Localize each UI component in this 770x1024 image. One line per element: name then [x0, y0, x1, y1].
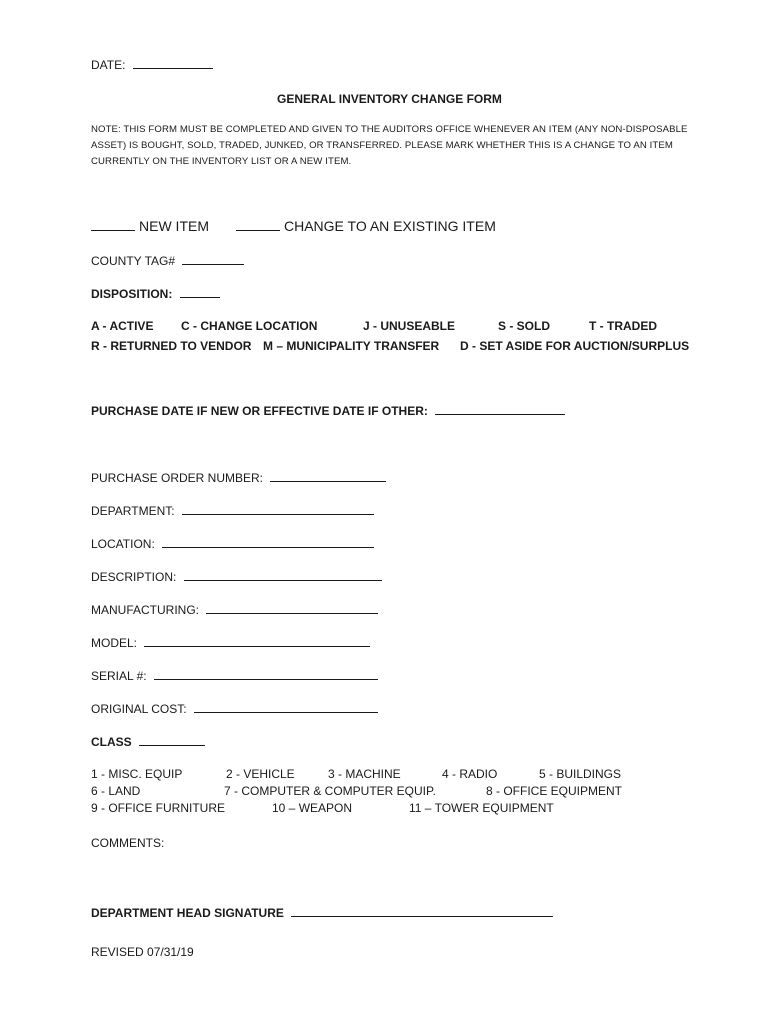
date-blank[interactable]	[133, 67, 213, 69]
model-field[interactable]	[91, 636, 370, 650]
class-option-2: 2 - VEHICLE	[226, 767, 295, 781]
serial-label: SERIAL #:	[91, 669, 147, 683]
class-blank[interactable]	[139, 744, 205, 746]
new-item-label: NEW ITEM	[139, 218, 209, 234]
disposition-option-a: A - ACTIVE	[91, 319, 154, 333]
disposition-option-j: J - UNUSEABLE	[363, 319, 456, 333]
form-title: GENERAL INVENTORY CHANGE FORM	[277, 92, 502, 106]
serial-blank[interactable]	[154, 678, 378, 680]
county-tag-blank[interactable]	[182, 263, 244, 265]
class-option-6: 6 - LAND	[91, 784, 141, 798]
description-field[interactable]	[91, 570, 382, 584]
manufacturing-field[interactable]	[91, 603, 378, 617]
manufacturing-label: MANUFACTURING:	[91, 603, 199, 617]
change-item-blank[interactable]	[236, 229, 280, 231]
original-cost-blank[interactable]	[194, 711, 378, 713]
class-option-8: 8 - OFFICE EQUIPMENT	[486, 784, 623, 798]
disposition-label: DISPOSITION:	[91, 287, 173, 301]
date-label: DATE:	[91, 58, 126, 72]
signature-field[interactable]	[91, 906, 553, 920]
location-blank[interactable]	[162, 546, 374, 548]
po-number-blank[interactable]	[270, 480, 386, 482]
disposition-field[interactable]	[91, 287, 220, 301]
county-tag-label: COUNTY TAG#	[91, 254, 176, 268]
county-tag-field[interactable]	[91, 254, 244, 268]
note-line-3: CURRENTLY ON THE INVENTORY LIST OR A NEW ITEM.	[91, 156, 352, 167]
model-blank[interactable]	[144, 645, 370, 647]
note-line-1: NOTE: THIS FORM MUST BE COMPLETED AND GIVEN TO THE AUDITORS OFFICE WHENEVER AN ITEM (ANY NON-DISPOSABLE	[91, 124, 688, 135]
description-label: DESCRIPTION:	[91, 570, 177, 584]
disposition-blank[interactable]	[180, 296, 220, 298]
class-field[interactable]	[91, 735, 205, 749]
class-option-1: 1 - MISC. EQUIP	[91, 767, 183, 781]
disposition-option-r: R - RETURNED TO VENDOR	[91, 339, 252, 353]
disposition-option-t: T - TRADED	[589, 319, 657, 333]
note-line-2: ASSET) IS BOUGHT, SOLD, TRADED, JUNKED, OR TRANSFERRED. PLEASE MARK WHETHER THIS IS A CHANGE TO AN ITEM	[91, 140, 673, 151]
original-cost-field[interactable]	[91, 702, 378, 716]
signature-blank[interactable]	[291, 915, 553, 917]
po-number-field[interactable]	[91, 471, 386, 485]
date-field[interactable]	[91, 58, 213, 72]
class-label: CLASS	[91, 735, 132, 749]
purchase-date-blank[interactable]	[435, 413, 565, 415]
location-label: LOCATION:	[91, 537, 155, 551]
new-item-blank[interactable]	[91, 229, 135, 231]
class-option-7: 7 - COMPUTER & COMPUTER EQUIP.	[224, 784, 436, 798]
class-option-11: 11 – TOWER EQUIPMENT	[409, 801, 554, 815]
disposition-option-s: S - SOLD	[498, 319, 551, 333]
purchase-date-label: PURCHASE DATE IF NEW OR EFFECTIVE DATE IF OTHER:	[91, 404, 428, 418]
location-field[interactable]	[91, 537, 374, 551]
comments-label: COMMENTS:	[91, 836, 165, 850]
model-label: MODEL:	[91, 636, 138, 650]
class-option-10: 10 – WEAPON	[272, 801, 353, 815]
description-blank[interactable]	[184, 579, 382, 581]
disposition-option-c: C - CHANGE LOCATION	[181, 319, 318, 333]
signature-label: DEPARTMENT HEAD SIGNATURE	[91, 906, 284, 920]
purchase-date-field[interactable]	[91, 404, 565, 418]
class-option-5: 5 - BUILDINGS	[539, 767, 622, 781]
department-field[interactable]	[91, 504, 374, 518]
new-item-option[interactable]	[91, 218, 209, 234]
manufacturing-blank[interactable]	[206, 612, 378, 614]
po-number-label: PURCHASE ORDER NUMBER:	[91, 471, 264, 485]
change-item-option[interactable]	[236, 218, 496, 234]
class-option-9: 9 - OFFICE FURNITURE	[91, 801, 225, 815]
change-item-label: CHANGE TO AN EXISTING ITEM	[284, 218, 496, 234]
class-option-4: 4 - RADIO	[442, 767, 498, 781]
disposition-option-d: D - SET ASIDE FOR AUCTION/SURPLUS	[460, 339, 690, 353]
disposition-option-m: M – MUNICIPALITY TRANSFER	[263, 339, 440, 353]
department-blank[interactable]	[182, 513, 374, 515]
revised-date: REVISED 07/31/19	[91, 945, 194, 959]
class-option-3: 3 - MACHINE	[328, 767, 401, 781]
original-cost-label: ORIGINAL COST:	[91, 702, 187, 716]
serial-field[interactable]	[91, 669, 378, 683]
department-label: DEPARTMENT:	[91, 504, 175, 518]
